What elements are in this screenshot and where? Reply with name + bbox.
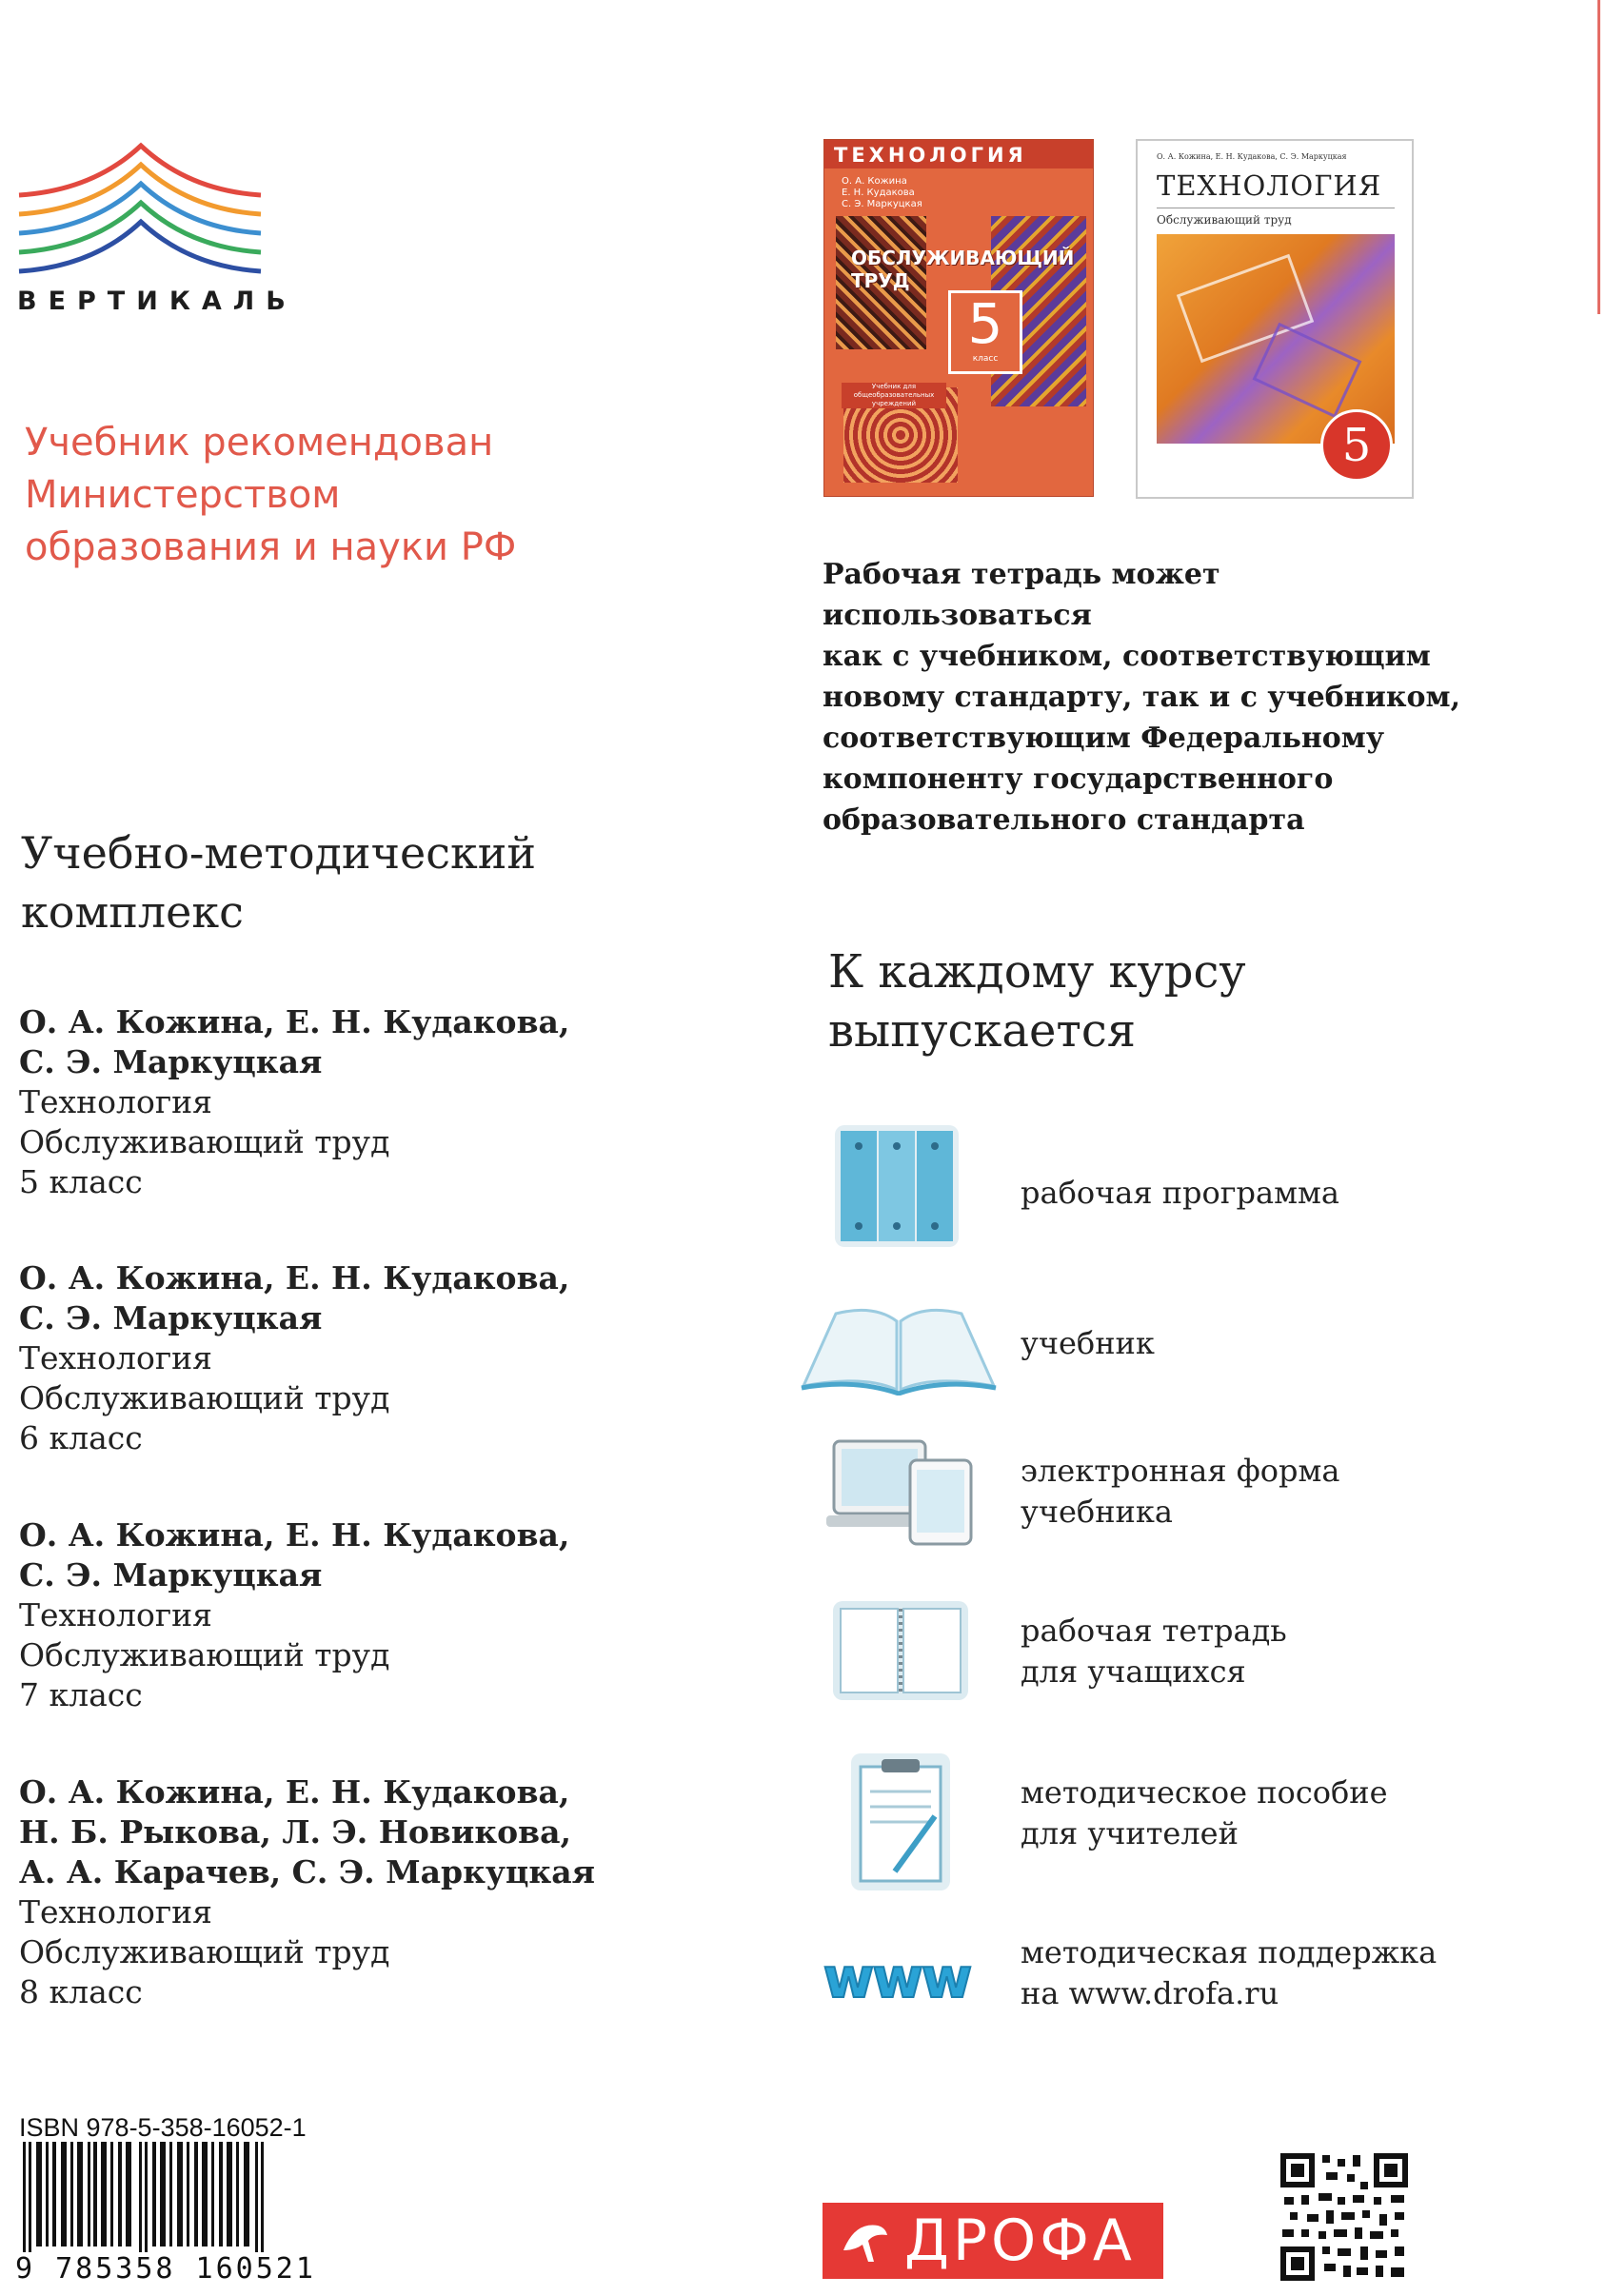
vertikal-logo-text: ВЕРТИКАЛЬ bbox=[17, 287, 297, 316]
book-subject: Технология bbox=[19, 1339, 212, 1376]
book-entry bbox=[19, 1772, 595, 2012]
vertikal-logo bbox=[17, 138, 297, 328]
recommendation-text bbox=[25, 417, 516, 574]
book-subject: Технология bbox=[19, 1083, 212, 1120]
book-grade: 5 класс bbox=[19, 1163, 143, 1200]
recommendation-line: Учебник рекомендован bbox=[25, 421, 494, 465]
drofa-bird-icon bbox=[836, 2212, 893, 2269]
book-grade: 7 класс bbox=[19, 1676, 143, 1713]
vertikal-logo-arcs-icon bbox=[17, 138, 265, 281]
book-authors: О. А. Кожина, Е. Н. Кудакова, С. Э. Маркуцкая bbox=[19, 1516, 570, 1593]
component-label: рабочая программа bbox=[1021, 1175, 1339, 1211]
book-course: Обслуживающий труд bbox=[19, 1379, 390, 1416]
binder-icon bbox=[831, 1121, 962, 1251]
component-label: электронная форма учебника bbox=[1021, 1453, 1340, 1530]
drofa-logo bbox=[823, 2203, 1163, 2279]
www-icon: www bbox=[823, 1946, 971, 2010]
book-course: Обслуживающий труд bbox=[19, 1636, 390, 1673]
component-label: методическая поддержка на www.drofa.ru bbox=[1021, 1934, 1437, 2011]
umk-title-line: Учебно-методический bbox=[21, 827, 537, 879]
book-entry bbox=[19, 1515, 569, 1715]
recommendation-line: образования и науки РФ bbox=[25, 525, 517, 569]
cover-title: ТЕХНОЛОГИЯ bbox=[834, 144, 1027, 167]
recommendation-line: Министерством bbox=[25, 473, 341, 517]
barcode-number: 9 785358 160521 bbox=[15, 2252, 316, 2286]
textbook-cover-old bbox=[823, 139, 1094, 497]
barcode bbox=[19, 2142, 289, 2260]
umk-title-line: комплекс bbox=[21, 886, 244, 938]
book-entry bbox=[19, 1002, 569, 1202]
cover-authors: О. А. Кожина, Е. Н. Кудакова, С. Э. Маркуцкая bbox=[1157, 152, 1347, 161]
book-grade: 8 класс bbox=[19, 1973, 143, 2010]
book-subject: Технология bbox=[19, 1596, 212, 1633]
drofa-logo-text: ДРОФА bbox=[904, 2207, 1136, 2274]
cover-grade: 5 bbox=[967, 291, 1003, 356]
book-grade: 6 класс bbox=[19, 1419, 143, 1456]
notebook-icon bbox=[831, 1599, 970, 1702]
devices-icon bbox=[826, 1435, 975, 1546]
book-subject: Технология bbox=[19, 1893, 212, 1930]
cover-grade-box bbox=[948, 290, 1022, 374]
qr-code-icon bbox=[1280, 2153, 1408, 2281]
cover-caption: Учебник для общеобразовательных учреждений bbox=[842, 383, 946, 408]
book-icon bbox=[798, 1302, 1000, 1395]
book-authors: О. А. Кожина, Е. Н. Кудакова, С. Э. Маркуцкая bbox=[19, 1003, 570, 1080]
book-authors: О. А. Кожина, Е. Н. Кудакова, С. Э. Маркуцкая bbox=[19, 1259, 570, 1336]
isbn: ISBN 978-5-358-16052-1 bbox=[19, 2113, 307, 2142]
book-authors: О. А. Кожина, Е. Н. Кудакова, Н. Б. Рыкова, Л. Э. Новикова, А. А. Карачев, С. Э. Маркуцкая bbox=[19, 1773, 596, 1890]
component-label: учебник bbox=[1021, 1325, 1155, 1361]
book-course: Обслуживающий труд bbox=[19, 1123, 390, 1160]
cover-grade-badge: 5 bbox=[1320, 409, 1393, 482]
page-edge-stripe bbox=[1597, 0, 1600, 314]
cover-subtitle: Обслуживающий труд bbox=[1157, 213, 1292, 227]
cover-grade-word: класс bbox=[972, 354, 999, 364]
workbook-note: Рабочая тетрадь может использоваться как с учебником, соответствующим новому стандарту, так и с учебником, соответствующим Федеральному компоненту государственного образовательного стандарта bbox=[823, 558, 1461, 837]
book-entry bbox=[19, 1258, 569, 1458]
component-label: методическое пособие для учителей bbox=[1021, 1774, 1388, 1851]
course-title: К каждому курсу выпускается bbox=[828, 945, 1246, 1058]
component-label: рабочая тетрадь для учащихся bbox=[1021, 1613, 1287, 1690]
cover-subtitle: ОБСЛУЖИВАЮЩИЙ ТРУД bbox=[851, 247, 1075, 292]
cover-title: ТЕХНОЛОГИЯ bbox=[1157, 169, 1382, 202]
umk-title bbox=[21, 823, 536, 941]
book-course: Обслуживающий труд bbox=[19, 1933, 390, 1970]
clipboard-icon bbox=[847, 1750, 954, 1894]
barcode-bars-icon bbox=[19, 2142, 289, 2260]
cover-authors: О. А. Кожина Е. Н. Кудакова С. Э. Маркуцкая bbox=[842, 176, 922, 209]
textbook-cover-new bbox=[1136, 139, 1414, 499]
